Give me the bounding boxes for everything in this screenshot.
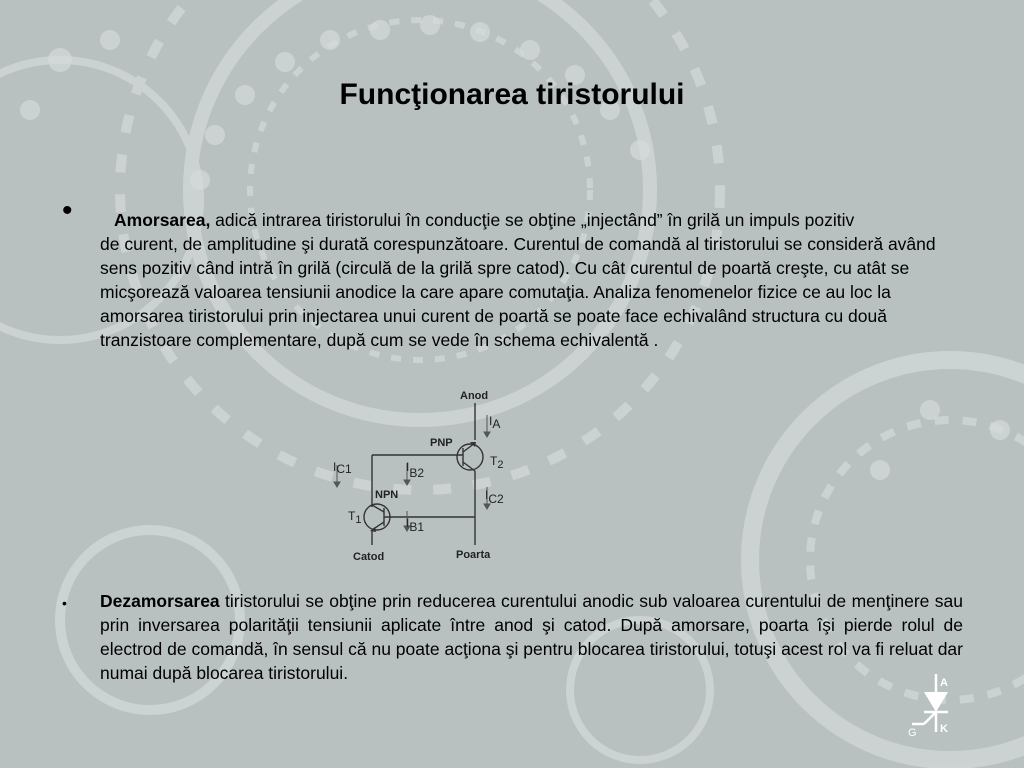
ia-label: IA	[489, 414, 501, 431]
amorsarea-term: Amorsarea,	[114, 210, 211, 230]
t1-label: T1	[348, 509, 362, 526]
symbol-cathode-label: K	[940, 723, 948, 735]
anode-label: Anod	[460, 390, 489, 402]
pnp-label: PNP	[430, 437, 453, 449]
t2-label: T2	[490, 454, 504, 471]
cathode-label: Catod	[353, 551, 385, 563]
symbol-gate-label: G	[908, 727, 917, 739]
equivalent-circuit-diagram	[325, 385, 535, 565]
symbol-anode-label: A	[940, 677, 948, 689]
dezamorsarea-term: Dezamorsarea	[100, 591, 220, 611]
ib1-label: IB1	[406, 516, 425, 534]
amorsarea-paragraph	[100, 208, 970, 352]
ic2-label: IC2	[485, 488, 504, 506]
ib2-label: IB2	[406, 460, 425, 480]
thyristor-symbol-icon	[902, 670, 962, 740]
gate-label: Poarta	[456, 549, 491, 561]
npn-label: NPN	[375, 489, 399, 501]
dezamorsarea-paragraph	[100, 589, 963, 685]
slide-title: Funcţionarea tiristorului	[339, 78, 685, 111]
bullet-marker: •	[62, 595, 67, 611]
amorsarea-text: de curent, de amplitudine şi durată corespunzătoare. Curentul de comandă al tiristorului se consideră având sens pozitiv când intră în grilă (circulă de la grilă spre catod). Cu cât curentul de poartă creşte, cu atât se micşorează valoarea tensiunii anodice la care apare comutaţia. Analiza fenomenelor fizice ce au loc la amorsarea tiristorului prin injectarea unui curent de poartă se poate face echivalând structura cu două tranzistoare complementare, după cum se vede în schema echivalentă .	[100, 234, 936, 350]
bullet-marker: •	[62, 194, 73, 227]
amorsarea-first-line: adică intrarea tiristorului în conducţie se obţine „injectând” în grilă un impuls pozitiv	[210, 210, 855, 230]
dezamorsarea-text: tiristorului se obţine prin reducerea curentului anodic sub valoarea curentului de menţinere sau prin inversarea polarităţii tensiunii aplicate între anod şi catod. După amorsare, poarta îşi pierde rolul de electrod de comandă, în sensul că nu poate acţiona şi pentru blocarea tiristorului, totuşi acest rol va fi reluat dar numai după blocarea tiristorului.	[100, 591, 963, 683]
ic1-label: IC1	[333, 460, 352, 476]
